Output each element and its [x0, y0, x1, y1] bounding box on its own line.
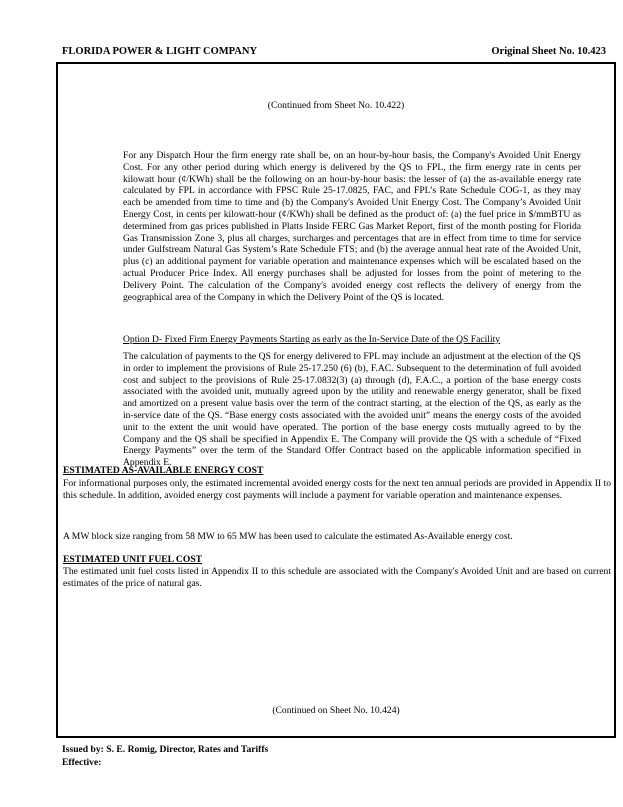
- section-text-as-available: For informational purposes only, the estimated incremental avoided energy costs for the next ten annual periods are provided in Appendix II to this schedule. In addition, avoided energy cost payments will include a payment for variable operation and maintenance expenses.: [63, 478, 611, 501]
- option-d-heading: Option D- Fixed Firm Energy Payments Starting as early as the In-Service Date of the QS Facility: [123, 334, 501, 345]
- continued-from: (Continued from Sheet No. 10.422): [267, 100, 405, 111]
- header-sheet-number: Original Sheet No. 10.423: [491, 46, 606, 57]
- paragraph-firm-energy-rate: For any Dispatch Hour the firm energy rate shall be, on an hour-by-hour basis, the Company's Avoided Unit Energy Cost. For any other period during which energy is delivered by the QS to FPL, the firm energy rate in cents per kilowatt hour (¢/KWh) shall be the following on an hour-by-hour basis: the lesser of (a) the as-available energy rate calculated by FPL in accordance with FPSC Rule 25-17.0825, FAC, and FPL’s Rate Schedule COG-1, as they may each be amended from time to time and (b) the Company's Avoided Unit Energy Cost. The Company’s Avoided Unit Energy Cost, in cents per kilowatt-hour (¢/KWh) shall be defined as the product of: (a) the fuel price in $/mmBTU as determined from gas prices published in Platts Inside FERC Gas Market Report, first of the month posting for Florida Gas Transmission Zone 3, plus all charges, surcharges and percentages that are in effect from time to time for service under Gulfstream Natural Gas System’s Rate Schedule FTS; and (b) the average annual heat rate of the Avoided Unit, plus (c) an additional payment for variable operation and maintenance expenses which will be escalated based on the actual Producer Price Index. All energy purchases shall be adjusted for losses from the point of metering to the Delivery Point. The calculation of the Company's avoided energy cost reflects the delivery of energy from the geographical area of the Company in which the Delivery Point of the QS is located.: [123, 150, 581, 303]
- section-heading-as-available: ESTIMATED AS-AVAILABLE ENERGY COST: [63, 465, 264, 476]
- section-text-unit-fuel: The estimated unit fuel costs listed in Appendix II to this schedule are associated with the Company's Avoided Unit and are based on current estimates of the price of natural gas.: [63, 566, 611, 589]
- continued-on: (Continued on Sheet No. 10.424): [272, 705, 400, 716]
- section-text-mw-block: A MW block size ranging from 58 MW to 65 MW has been used to calculate the estimated As-Available energy cost.: [63, 531, 513, 542]
- effective-date: Effective:: [62, 757, 102, 768]
- paragraph-option-d: The calculation of payments to the QS for energy delivered to FPL may include an adjustment at the election of the QS in order to implement the provisions of Rule 25-17.250 (6) (b), F.AC. Subsequent to the determination of full avoided cost and subject to the provisions of Rule 25-17.0832(3) (a) through (d), F.A.C., a portion of the base energy costs associated with the avoided unit, mutually agreed upon by the utility and renewable energy generator, shall be fixed and amortized on a present value basis over the term of the contract starting, at the election of the QS, as early as the in-service date of the QS. “Base energy costs associated with the avoided unit” means the energy costs of the avoided unit to the extent the unit would have operated. The portion of the base energy costs mutually agreed to by the Company and the QS shall be specified in Appendix E. The Company will provide the QS with a schedule of “Fixed Energy Payments” over the term of the Standard Offer Contract based on the applicable information specified in Appendix E.: [123, 351, 581, 469]
- issued-by: Issued by: S. E. Romig, Director, Rates and Tariffs: [62, 744, 269, 755]
- header-company: FLORIDA POWER & LIGHT COMPANY: [62, 46, 258, 57]
- document-frame: [56, 62, 616, 738]
- section-heading-unit-fuel: ESTIMATED UNIT FUEL COST: [63, 554, 203, 565]
